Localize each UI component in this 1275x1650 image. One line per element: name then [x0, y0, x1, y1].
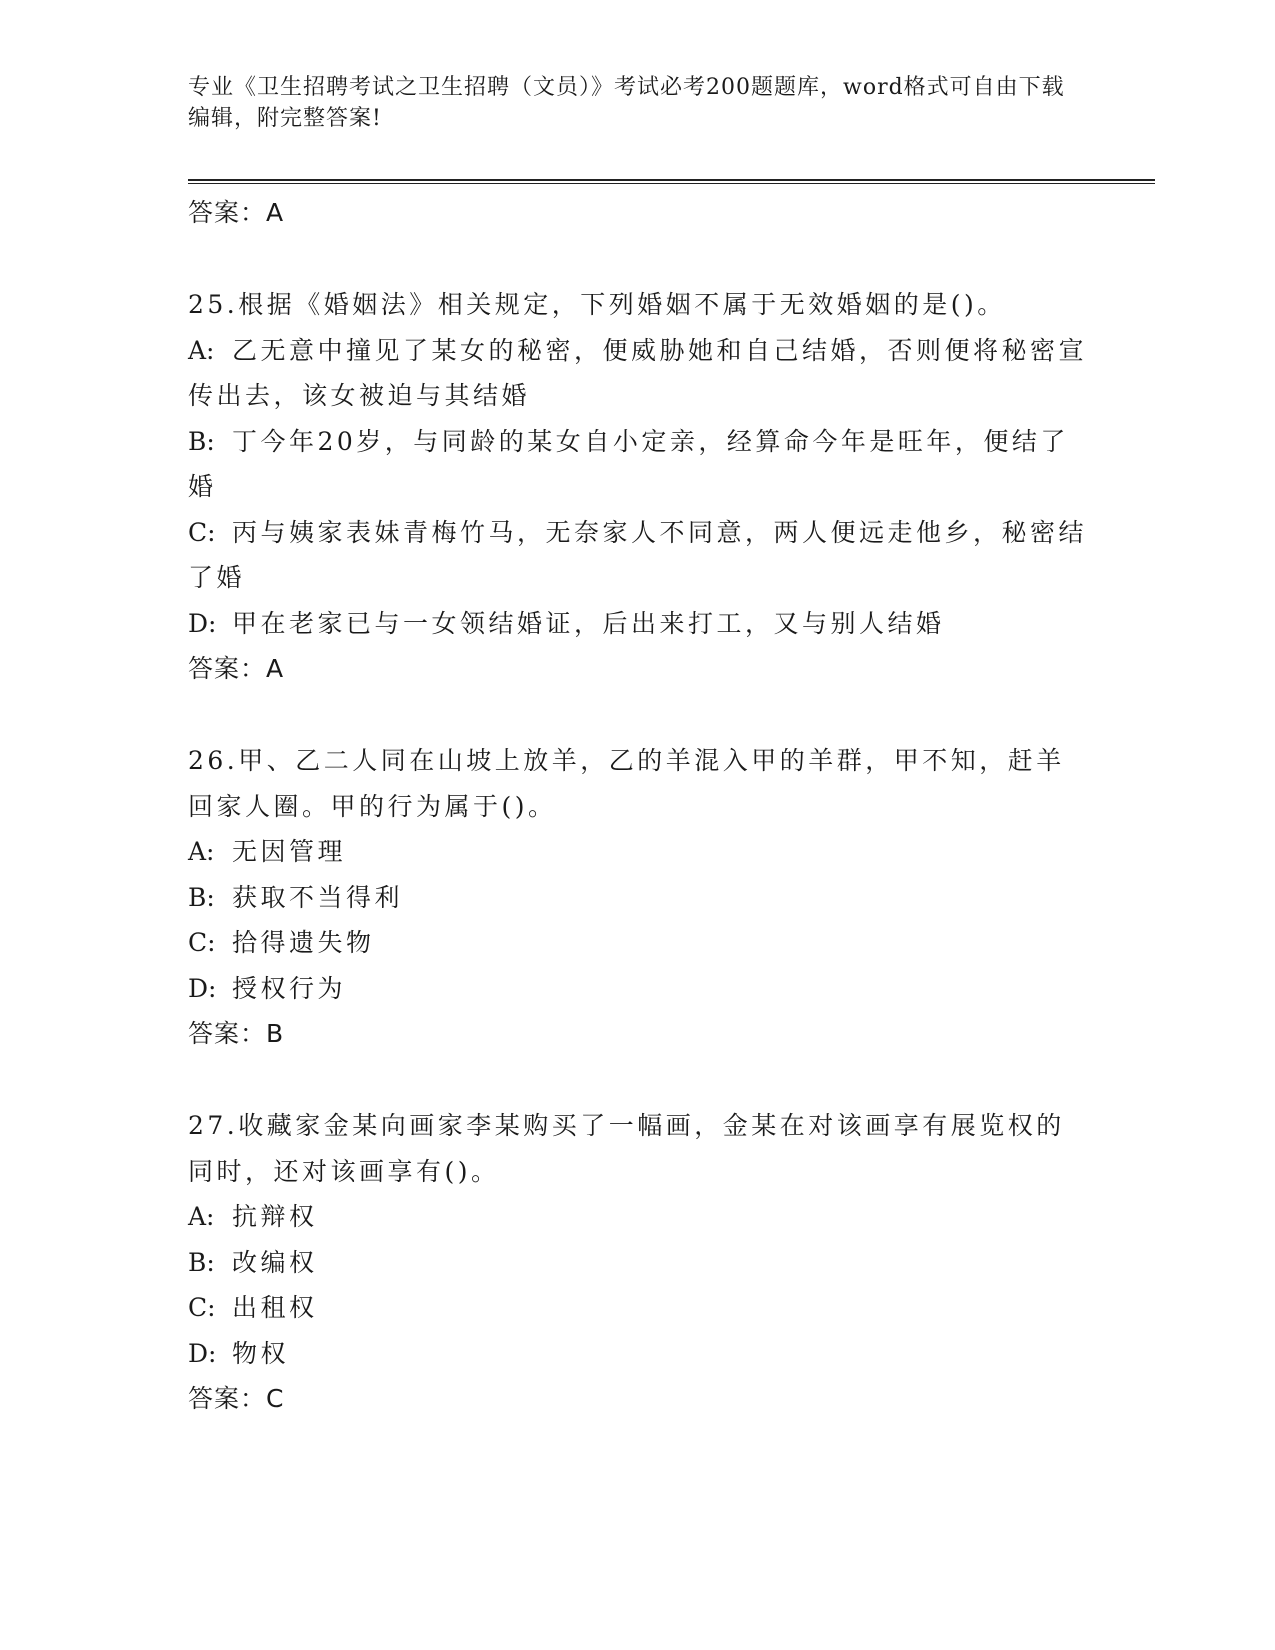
option-text: 无因管理 [232, 837, 347, 866]
option-letter: C: [188, 517, 216, 547]
option-text: 出租权 [232, 1293, 318, 1322]
answer-line: 答案：B [188, 1019, 285, 1048]
option-b [188, 1240, 1088, 1286]
option-b [188, 875, 1088, 921]
option-text: 获取不当得利 [232, 882, 404, 912]
question-stem: 25.根据《婚姻法》相关规定，下列婚姻不属于无效婚姻的是()。 [188, 290, 1006, 319]
header-divider [188, 179, 1155, 184]
option-d [188, 1331, 1088, 1377]
option-text: 物权 [232, 1338, 290, 1368]
answer-line: 答案：C [188, 1384, 285, 1413]
option-text: 乙无意中撞见了某女的秘密，便威胁她和自己结婚，否则便将秘密宣传出去，该女被迫与其结婚 [188, 335, 1088, 410]
option-a [188, 328, 1088, 419]
previous-answer: 答案：A [188, 198, 285, 227]
option-letter: C: [188, 928, 216, 957]
option-c [188, 1285, 1088, 1331]
option-letter: A: [188, 837, 215, 866]
question-27 [188, 1103, 1088, 1422]
page-header: 专业《卫生招聘考试之卫生招聘（文员）》考试必考200题题库，word格式可自由下载编辑，附完整答案! [188, 75, 1065, 131]
question-26 [188, 738, 1088, 1057]
option-a [188, 1194, 1088, 1240]
option-letter: B: [188, 426, 215, 456]
option-text: 改编权 [232, 1247, 318, 1277]
question-stem: 26.甲、乙二人同在山坡上放羊，乙的羊混入甲的羊群，甲不知，赶羊回家人圈。甲的行为属于()。 [188, 746, 1065, 821]
option-letter: A: [188, 1202, 215, 1231]
option-c [188, 920, 1088, 966]
option-d [188, 966, 1088, 1012]
question-25 [188, 282, 1088, 692]
option-text: 丁今年20岁，与同龄的某女自小定亲，经算命今年是旺年，便结了婚 [188, 426, 1069, 501]
option-text: 授权行为 [232, 973, 347, 1003]
option-letter: B: [188, 882, 215, 912]
answer-line: 答案：A [188, 654, 285, 683]
option-letter: D: [188, 973, 217, 1003]
option-b [188, 419, 1088, 510]
option-c [188, 510, 1088, 601]
option-letter: B: [188, 1247, 215, 1277]
option-letter: D: [188, 608, 217, 638]
option-text: 丙与姨家表妹青梅竹马，无奈家人不同意，两人便远走他乡，秘密结了婚 [188, 517, 1088, 592]
option-text: 甲在老家已与一女领结婚证，后出来打工，又与别人结婚 [232, 608, 945, 638]
option-text: 抗辩权 [232, 1202, 318, 1231]
option-letter: D: [188, 1338, 217, 1368]
option-a [188, 829, 1088, 875]
option-d [188, 601, 1088, 647]
option-text: 拾得遗失物 [232, 928, 375, 957]
question-stem: 27.收藏家金某向画家李某购买了一幅画，金某在对该画享有展览权的同时，还对该画享有()。 [188, 1111, 1065, 1186]
option-letter: A: [188, 335, 215, 365]
document-body [188, 190, 1088, 1422]
option-letter: C: [188, 1293, 216, 1322]
